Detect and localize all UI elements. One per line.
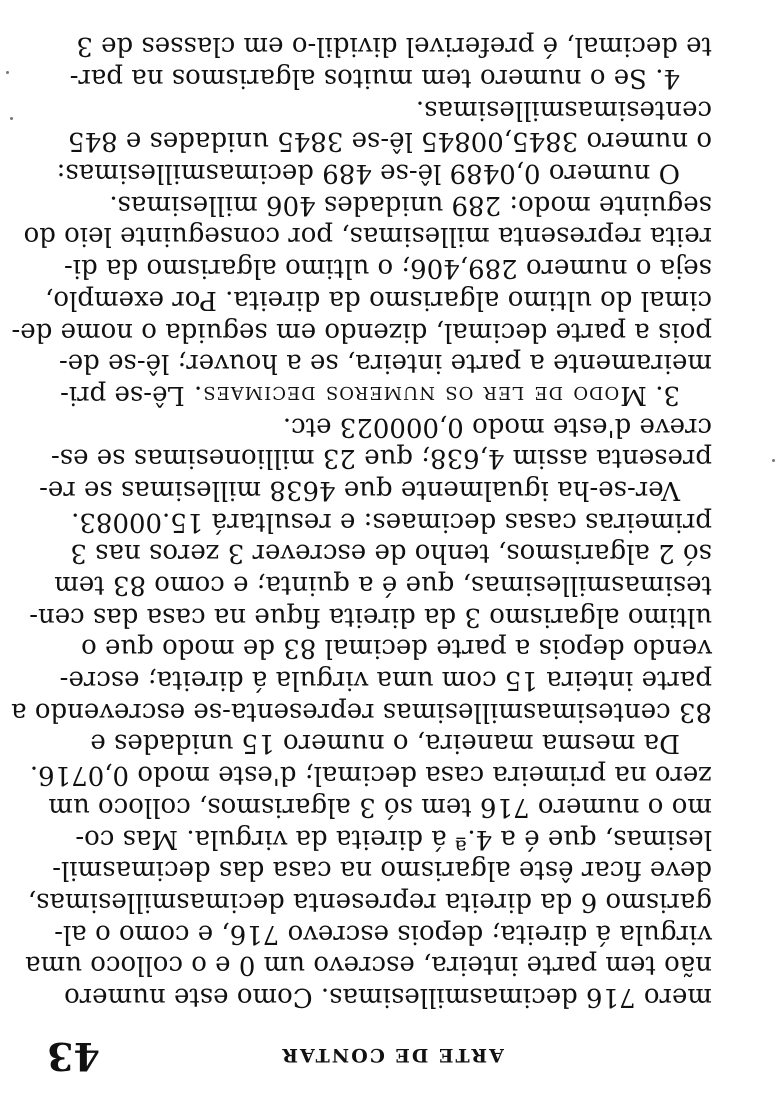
text-line: garismo 6 da direita representa decimasmillesimas, bbox=[27, 886, 712, 917]
text-line: 4. Se o numero tem muitos algarismos na par- bbox=[69, 63, 680, 94]
text-line: só 2 algarismos, tenho de escrever 3 zeros nas 3 bbox=[70, 538, 712, 569]
text-line: meiramente a parte inteira, se a houver; lê-se de- bbox=[58, 348, 712, 379]
scan-speck bbox=[10, 117, 13, 120]
text-line: creve d'este modo 0,000023 etc. bbox=[282, 411, 712, 442]
body-text bbox=[11, 30, 712, 1012]
text-line: te decimal, é preferivel dividil-o em classes de 3 bbox=[76, 31, 712, 62]
text-line: cimal do ultimo algarismo da direita. Por exemplo, bbox=[45, 284, 712, 315]
section-title: Modo de ler os numeros decimaes. bbox=[192, 379, 647, 410]
text-line: zero na primeira casa decimal; d'este modo 0,0716. bbox=[29, 760, 712, 791]
text-line: parte inteira 15 com uma virgula á direita; escre- bbox=[59, 665, 712, 696]
text-line: mero 716 decimasmillesimas. Como este numero bbox=[64, 982, 712, 1012]
text-line: primeiras casas decimaes: e resultará 15.00083. bbox=[71, 506, 712, 537]
text-line: seja o numero 289,406; o ultimo algarismo da di- bbox=[64, 253, 712, 284]
text-line: mo o numero 716 tem só 3 algarismos, colloco um bbox=[48, 791, 712, 822]
page-header bbox=[0, 1034, 784, 1079]
text-line: o numero 3845,00845 lê-se 3845 unidades e 845 bbox=[68, 126, 712, 157]
text-line: pois a parte decimal, dizendo em seguida o nome de- bbox=[11, 316, 712, 347]
text-line: Ver-se-ha igualmente que 4638 millesimas se re- bbox=[39, 475, 680, 505]
text-line: O numero 0,0489 lê-se 489 decimasmillesimas: bbox=[56, 158, 680, 189]
text-line: centesimasmillesimas. bbox=[415, 94, 712, 125]
text-line: deve ficar êste algarismo na casa das decimasmil- bbox=[52, 855, 712, 886]
text-line: Da mesma maneira, o numero 15 unidades e bbox=[90, 728, 680, 759]
text-line: 83 centesimasmillesimas representa-se escrevendo a bbox=[11, 696, 712, 727]
text-line: seguinte modo: 289 unidades 406 millesimas. bbox=[109, 189, 712, 220]
page-number: 43 bbox=[47, 1034, 100, 1079]
text-line: lesimas, que é a 4.ª á direita da virgula. Mas co- bbox=[75, 823, 712, 854]
text-line: vendo depois a parte decimal 83 de modo que o bbox=[81, 633, 712, 664]
text-line: não tem parte inteira, escrevo um 0 e o colloco uma bbox=[25, 950, 712, 981]
scan-speck bbox=[6, 71, 9, 74]
section-heading-line bbox=[60, 378, 712, 410]
text-fragment: Lê-se pri- bbox=[60, 379, 185, 410]
running-title: ARTE DE CONTAR bbox=[280, 1044, 504, 1066]
text-line: virgula á direita; depois escrevo 716, e como o al- bbox=[54, 918, 712, 949]
text-line: reita representa millesimas, por conseguinte leio do bbox=[23, 221, 712, 252]
section-number: 3. bbox=[655, 379, 680, 410]
text-line: ultimo algarismo 3 da direita fique na casa das cen- bbox=[29, 601, 712, 632]
text-line: presenta assim 4,638; que 23 millionesimas se es- bbox=[50, 443, 712, 474]
text-line: tesimasmillesimas, que é a quinta; e como 83 tem bbox=[54, 570, 712, 601]
scan-speck bbox=[772, 459, 775, 462]
